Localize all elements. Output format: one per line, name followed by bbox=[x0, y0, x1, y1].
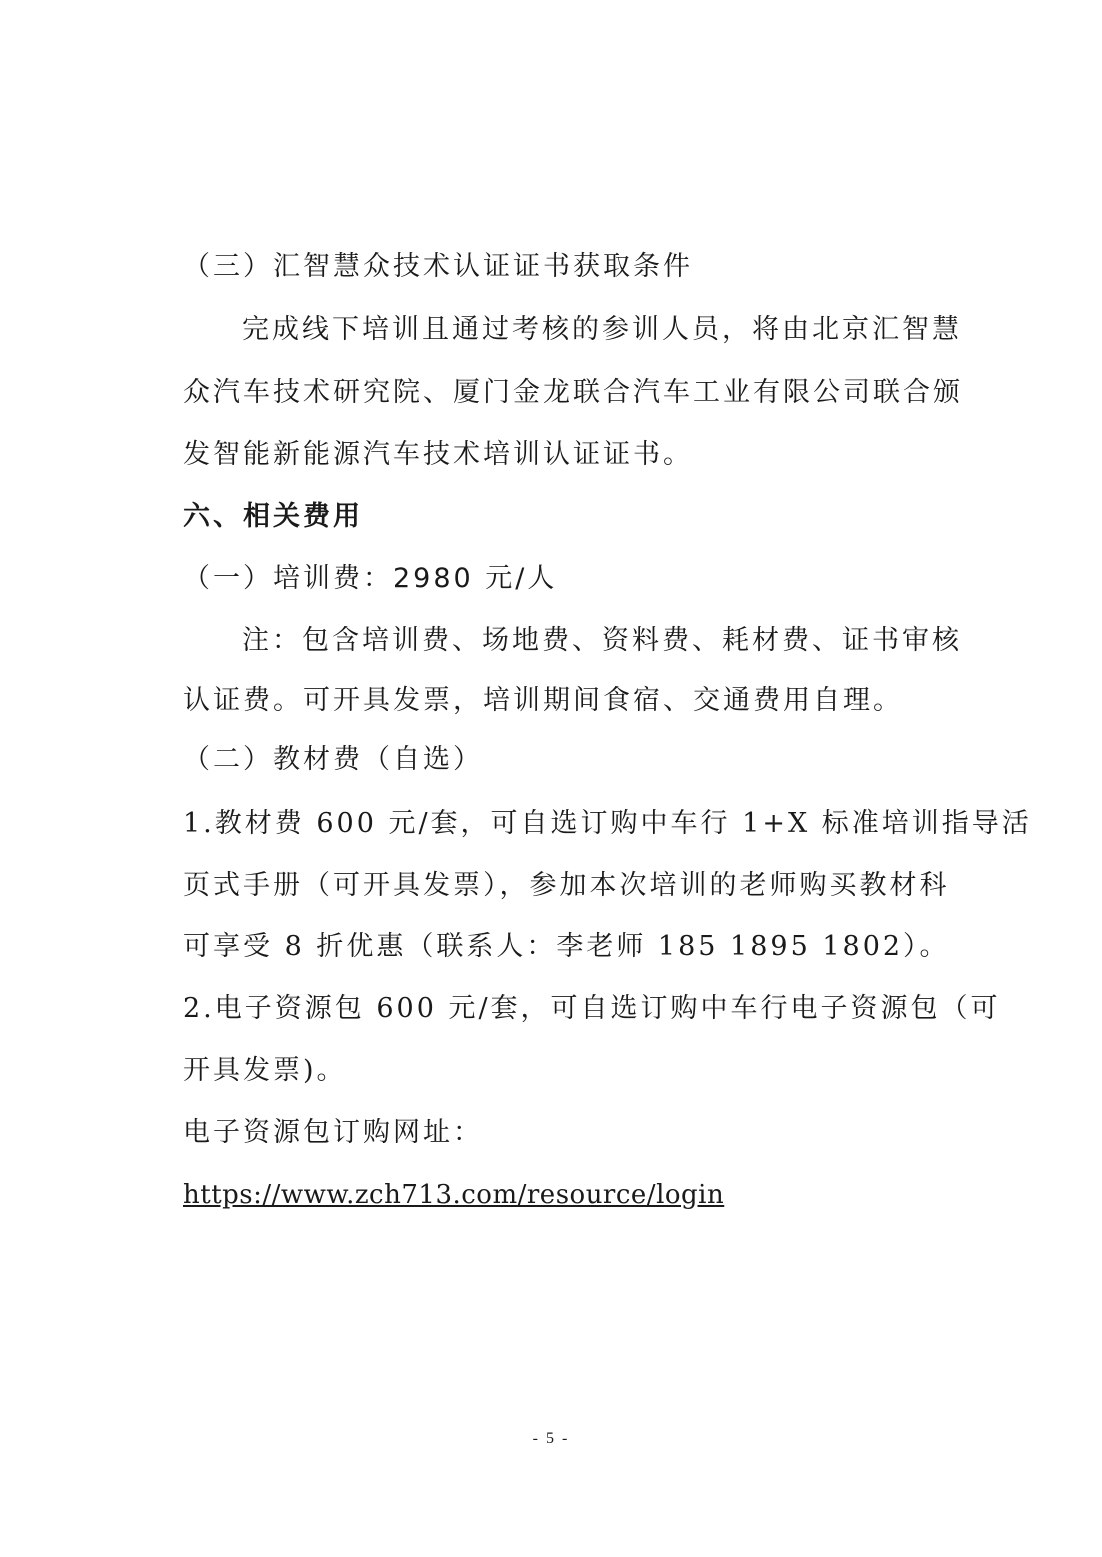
page-number: - 5 - bbox=[532, 1430, 570, 1447]
item1-line-2: 页式手册（可开具发票），参加本次培训的老师购买教材科 bbox=[183, 870, 950, 901]
cert-para-line-3: 发智能新能源汽车技术培训认证证书。 bbox=[183, 439, 693, 470]
note-para-line-2: 认证费。可开具发票，培训期间食宿、交通费用自理。 bbox=[183, 685, 903, 716]
cert-para-line-2: 众汽车技术研究院、厦门金龙联合汽车工业有限公司联合颁 bbox=[183, 377, 963, 408]
item1-line-1: 1.教材费 600 元/套，可自选订购中车行 1+X 标准培训指导活 bbox=[183, 808, 1032, 839]
fees-heading: 六、相关费用 bbox=[183, 501, 363, 532]
textbook-heading: （二）教材费（自选） bbox=[183, 744, 483, 775]
item2-line-2: 开具发票)。 bbox=[183, 1055, 347, 1086]
item2-line-1: 2.电子资源包 600 元/套，可自选订购中车行电子资源包（可 bbox=[183, 993, 1001, 1024]
url-label: 电子资源包订购网址： bbox=[183, 1117, 483, 1148]
training-fee: （一）培训费：2980 元/人 bbox=[183, 563, 558, 594]
item1-line-3: 可享受 8 折优惠（联系人：李老师 185 1895 1802）。 bbox=[183, 931, 950, 962]
note-para-line-1: 注：包含培训费、场地费、资料费、耗材费、证书审核 bbox=[242, 625, 962, 656]
cert-heading: （三）汇智慧众技术认证证书获取条件 bbox=[183, 251, 693, 282]
resource-url-link[interactable]: https://www.zch713.com/resource/login bbox=[183, 1180, 725, 1210]
cert-para-line-1: 完成线下培训且通过考核的参训人员，将由北京汇智慧 bbox=[242, 314, 962, 345]
